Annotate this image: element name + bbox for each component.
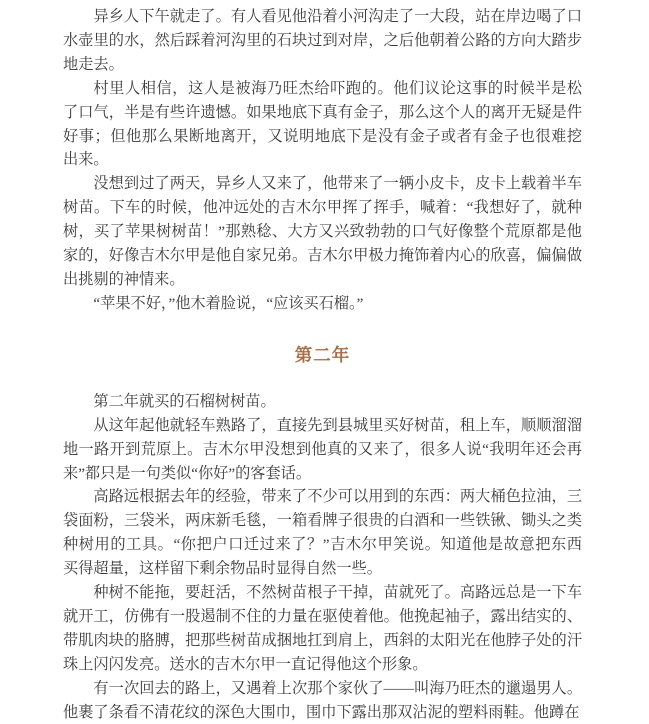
text-line: 家的，好像吉木尔甲是他自家兄弟。吉木尔甲极力掩饰着内心的欣喜，偏偏做 bbox=[63, 247, 582, 265]
paragraph bbox=[63, 677, 582, 724]
text-line: 地走去。 bbox=[63, 55, 124, 73]
text-line: 出挑剔的神情来。 bbox=[63, 270, 185, 288]
chapter-heading: 第二年 bbox=[294, 344, 351, 365]
text-line: 珠上闪闪发亮。送水的吉木尔甲一直记得他这个形象。 bbox=[63, 655, 428, 673]
text-block-before-heading bbox=[63, 5, 582, 316]
text-line: 有一次回去的路上，又遇着上次那个家伙了——叫海乃旺杰的邋遢男人。 bbox=[93, 679, 582, 697]
text-line: 种树不能拖，要赶活，不然树苗根子干掉，苗就死了。高路远总是一下车 bbox=[93, 584, 582, 602]
text-line: 来”都只是一句类似“你好”的客套话。 bbox=[63, 464, 312, 482]
text-line: 买得超量，这样留下剩余物品时显得自然一些。 bbox=[63, 560, 382, 578]
text-line: 地一路开到荒原上。吉木尔甲没想到他真的又来了，很多人说“我明年还会再 bbox=[63, 440, 582, 458]
text-line: 没想到过了两天，异乡人又来了，他带来了一辆小皮卡，皮卡上载着半车 bbox=[93, 175, 582, 193]
paragraph bbox=[63, 581, 582, 677]
text-line: 树苗。下车的时候，他冲远处的吉木尔甲挥了挥手，喊着：“我想好了，就种 bbox=[63, 199, 582, 217]
paragraph bbox=[63, 414, 582, 486]
text-line: 水壶里的水，然后踩着河沟里的石块过到对岸，之后他朝着公路的方向大踏步 bbox=[63, 31, 582, 49]
text-block-after-heading bbox=[63, 390, 582, 724]
paragraph bbox=[63, 172, 582, 292]
text-line: 袋面粉，三袋米，两床新毛毯，一箱看牌子很贵的白酒和一些铁锹、锄头之类 bbox=[63, 512, 582, 530]
text-line: 第二年就买的石榴树树苗。 bbox=[93, 392, 276, 410]
paragraph bbox=[63, 5, 582, 77]
text-line: 了口气，半是有些许遗憾。如果地底下真有金子，那么这个人的离开无疑是件 bbox=[63, 103, 582, 121]
paragraph bbox=[63, 77, 582, 173]
text-line: 异乡人下午就走了。有人看见他沿着小河沟走了一大段，站在岸边喝了口 bbox=[93, 8, 582, 25]
text-line: 树，买了苹果树树苗！”那熟稔、大方又兴致勃勃的口气好像整个荒原都是他 bbox=[63, 223, 582, 241]
text-line: 村里人相信，这人是被海乃旺杰给吓跑的。他们议论这事的时候半是松 bbox=[93, 79, 582, 97]
text-line: 出来。 bbox=[63, 151, 109, 169]
paragraph bbox=[63, 390, 582, 414]
text-line: 就开工，仿佛有一股遏制不住的力量在驱使着他。他挽起袖子，露出结实的、 bbox=[63, 607, 582, 625]
text-line: 从这年起他就轻车熟路了，直接先到县城里买好树苗，租上车，顺顺溜溜 bbox=[93, 416, 582, 434]
text-line: 好事；但他那么果断地离开，又说明地底下是没有金子或者有金子也很难挖 bbox=[63, 127, 582, 145]
text-line: 高路远根据去年的经验，带来了不少可以用到的东西：两大桶色拉油，三 bbox=[93, 488, 582, 506]
paragraph bbox=[63, 485, 582, 581]
text-line: 种树用的工具。“你把户口迁过来了？”吉木尔甲笑说。知道他是故意把东西 bbox=[63, 536, 582, 554]
paragraph bbox=[63, 292, 582, 316]
text-line: 带肌肉块的胳膊，把那些树苗成捆地扛到肩上，西斜的太阳光在他脖子处的汗 bbox=[63, 631, 582, 649]
text-line: “苹果不好，”他木着脸说，“应该买石榴。” bbox=[93, 294, 364, 312]
text-line: 他裹了条看不清花纹的深色大围巾，围巾下露出那双沾泥的塑料雨鞋。他蹲在 bbox=[63, 703, 580, 721]
